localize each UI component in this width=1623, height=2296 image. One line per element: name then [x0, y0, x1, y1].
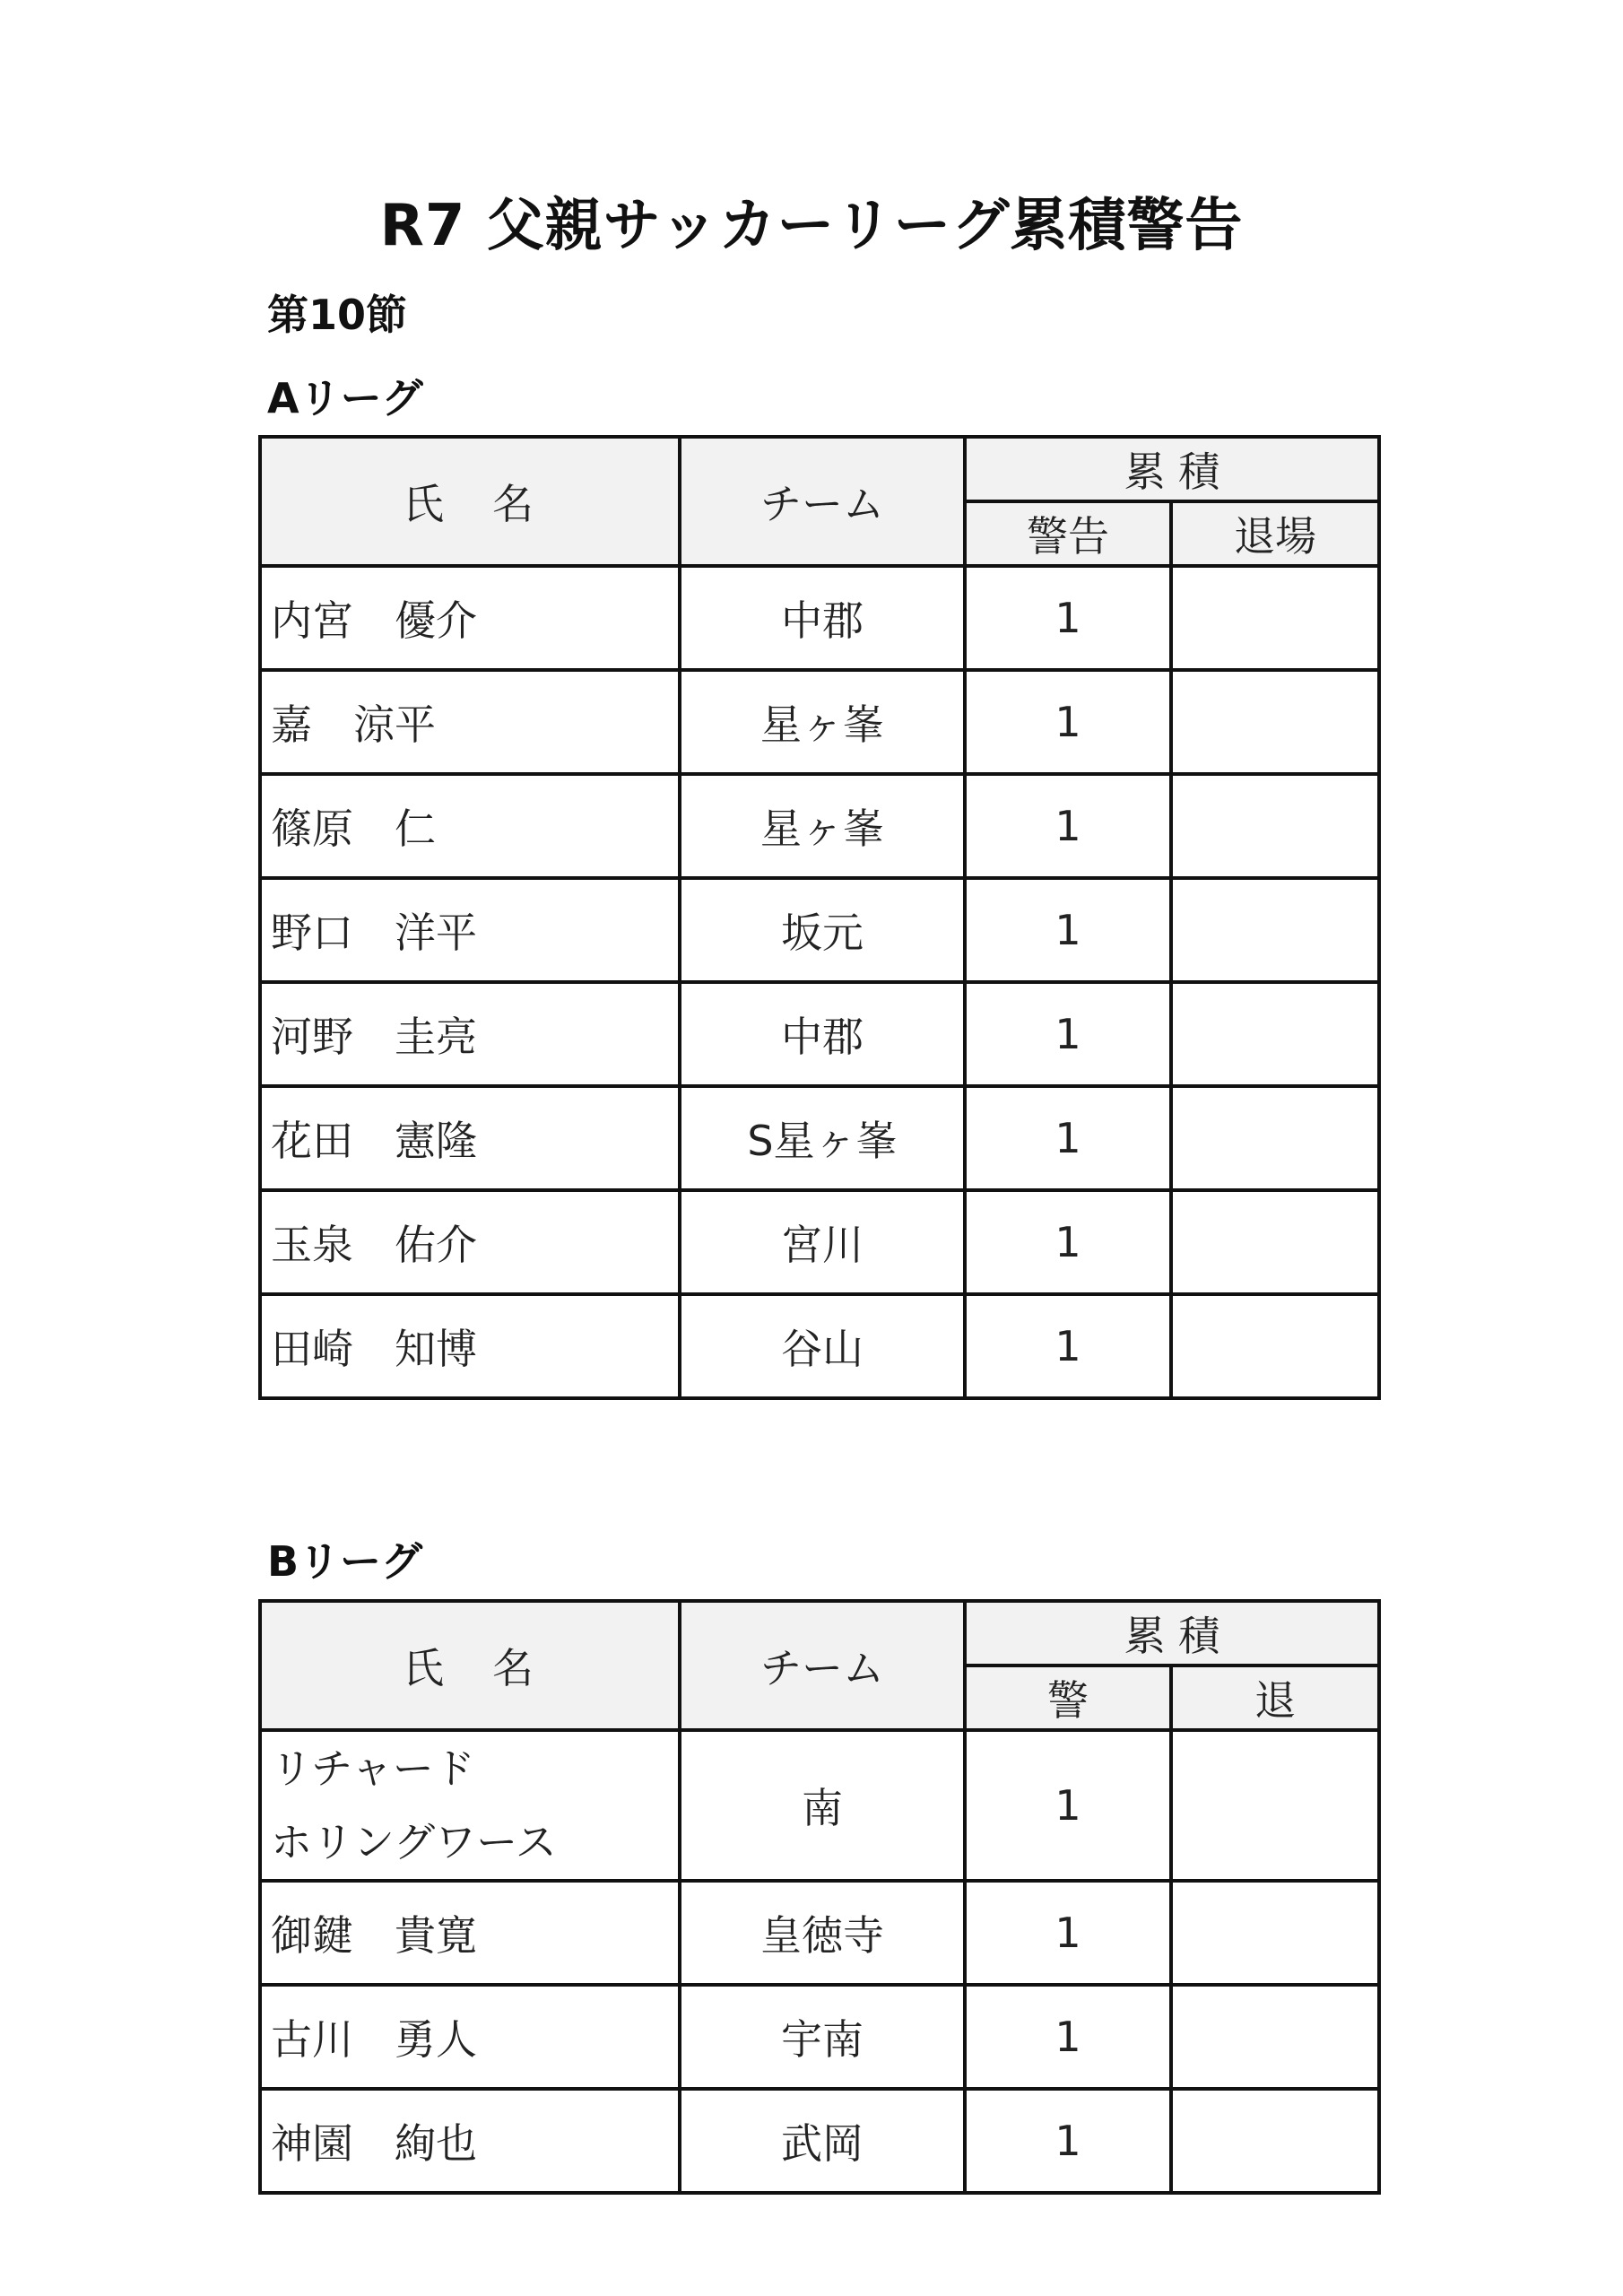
table-row — [260, 982, 1379, 1086]
sendoff-count — [1171, 1086, 1379, 1190]
warning-count: 1 — [965, 1294, 1171, 1398]
player-name: 花田 憲隆 — [260, 1086, 680, 1190]
team-name: 宮川 — [680, 1190, 965, 1294]
team-name: 皇徳寺 — [680, 1881, 965, 1985]
table-row — [260, 774, 1379, 878]
player-name: 河野 圭亮 — [260, 982, 680, 1086]
warning-count: 1 — [965, 670, 1171, 774]
team-name: 中郡 — [680, 566, 965, 670]
league-a-table — [258, 435, 1381, 1400]
round-label: 第10節 — [267, 291, 408, 339]
player-name-line1: リチャード — [271, 1744, 475, 1793]
warning-count: 1 — [965, 1881, 1171, 1985]
table-row — [260, 1881, 1379, 1985]
table-row — [260, 878, 1379, 982]
header-warning: 警告 — [965, 501, 1171, 566]
sendoff-count — [1171, 774, 1379, 878]
player-name: 野口 洋平 — [260, 878, 680, 982]
header-warning: 警 — [965, 1665, 1171, 1730]
header-team: チーム — [680, 1601, 965, 1730]
player-name: 内宮 優介 — [260, 566, 680, 670]
sendoff-count — [1171, 1730, 1379, 1881]
warning-count: 1 — [965, 878, 1171, 982]
player-name: 古川 勇人 — [260, 1985, 680, 2089]
warning-count: 1 — [965, 774, 1171, 878]
warning-count: 1 — [965, 1190, 1171, 1294]
player-name: 玉泉 佑介 — [260, 1190, 680, 1294]
team-name: 宇南 — [680, 1985, 965, 2089]
sendoff-count — [1171, 2089, 1379, 2193]
sendoff-count — [1171, 878, 1379, 982]
header-name: 氏 名 — [260, 437, 680, 566]
header-cumulative: 累 積 — [965, 437, 1379, 501]
player-name: 神園 絢也 — [260, 2089, 680, 2193]
header-name: 氏 名 — [260, 1601, 680, 1730]
sendoff-count — [1171, 982, 1379, 1086]
sendoff-count — [1171, 670, 1379, 774]
team-name: 南 — [680, 1730, 965, 1881]
header-team: チーム — [680, 437, 965, 566]
team-name: 中郡 — [680, 982, 965, 1086]
team-name: 武岡 — [680, 2089, 965, 2193]
team-name: 星ヶ峯 — [680, 670, 965, 774]
warning-count: 1 — [965, 2089, 1171, 2193]
team-name: 谷山 — [680, 1294, 965, 1398]
league-b-table — [258, 1599, 1381, 2195]
player-name — [260, 1730, 680, 1881]
header-sendoff: 退 — [1171, 1665, 1379, 1730]
sendoff-count — [1171, 1190, 1379, 1294]
player-name: 嘉 涼平 — [260, 670, 680, 774]
league-a-label: Aリーグ — [267, 374, 423, 422]
table-row — [260, 1985, 1379, 2089]
team-name: 星ヶ峯 — [680, 774, 965, 878]
player-name: 御鍵 貴寛 — [260, 1881, 680, 1985]
table-row — [260, 1294, 1379, 1398]
sendoff-count — [1171, 1294, 1379, 1398]
page-title: R7 父親サッカーリーグ累積警告 — [379, 193, 1244, 259]
header-sendoff: 退場 — [1171, 501, 1379, 566]
table-row — [260, 2089, 1379, 2193]
player-name: 田崎 知博 — [260, 1294, 680, 1398]
table-row — [260, 1190, 1379, 1294]
player-name-line2: ホリングワース — [271, 1818, 557, 1866]
sendoff-count — [1171, 1985, 1379, 2089]
team-name: S星ヶ峯 — [680, 1086, 965, 1190]
player-name: 篠原 仁 — [260, 774, 680, 878]
warning-count: 1 — [965, 1086, 1171, 1190]
warning-count: 1 — [965, 982, 1171, 1086]
team-name: 坂元 — [680, 878, 965, 982]
league-b-label: Bリーグ — [267, 1537, 423, 1586]
table-row — [260, 566, 1379, 670]
table-row — [260, 1730, 1379, 1881]
table-row — [260, 1086, 1379, 1190]
warning-count: 1 — [965, 1985, 1171, 2089]
table-row — [260, 670, 1379, 774]
warning-count: 1 — [965, 566, 1171, 670]
sendoff-count — [1171, 1881, 1379, 1985]
header-cumulative: 累 積 — [965, 1601, 1379, 1665]
warning-count: 1 — [965, 1730, 1171, 1881]
sendoff-count — [1171, 566, 1379, 670]
